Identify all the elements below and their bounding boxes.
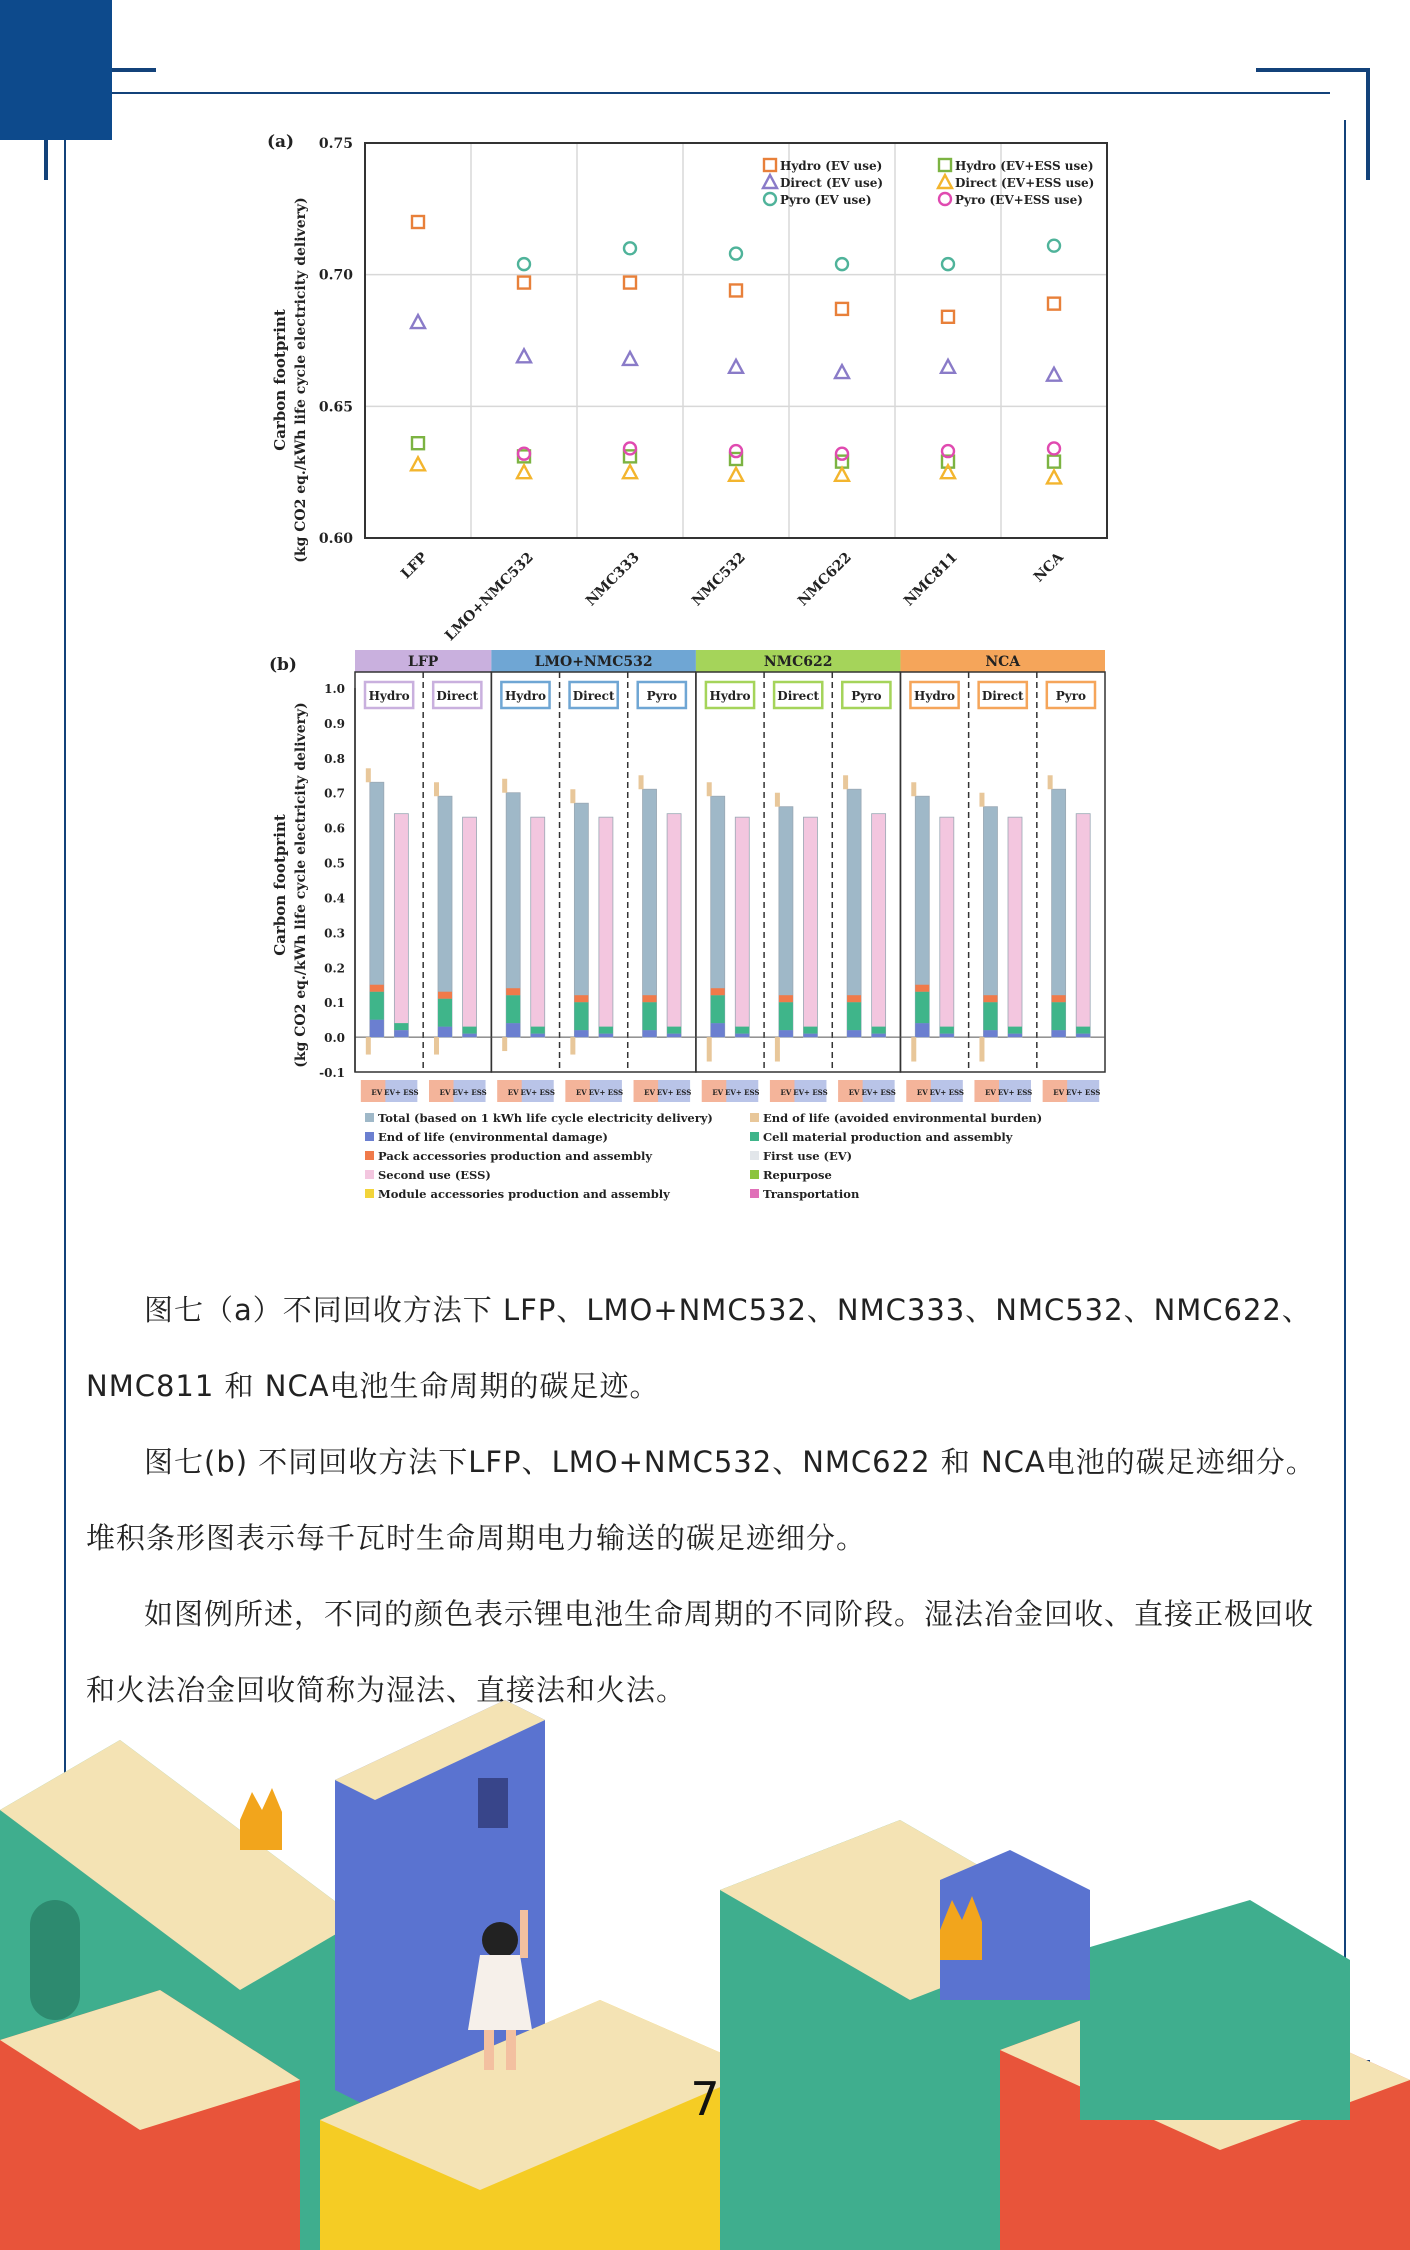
figure-b-bar-cap <box>502 779 507 793</box>
figure-b-use-label: EV <box>848 1088 860 1097</box>
figure-a-legend-marker <box>938 175 952 188</box>
figure-b-use-label: EV+ ESS <box>725 1088 760 1097</box>
figure-b-bar-segment <box>803 1034 817 1037</box>
figure-b-group-frame <box>900 672 1105 1072</box>
figure-a-point <box>729 468 743 481</box>
figure-caption <box>86 1272 1326 1728</box>
figure-b-use-label: EV+ ESS <box>520 1088 555 1097</box>
figure-b-use-label: EV+ ESS <box>656 1088 692 1097</box>
figure-a-ylabel-2: (kg CO2 eq./kWh life cycle electricity delivery) <box>293 197 309 563</box>
figure-b-bar-segment <box>370 992 384 1020</box>
figure-b-use-label: EV+ ESS <box>793 1088 828 1097</box>
figure-a-xtick-label: NCA <box>1030 549 1067 586</box>
figure-b-bar-segment <box>506 988 520 995</box>
figure-b-bar-segment <box>983 1002 997 1030</box>
figure-b-bar-segment <box>711 988 725 995</box>
figure-b-bar-segment <box>940 1027 954 1034</box>
figure-b-bar-total <box>463 817 477 1037</box>
figure-b-method-label: Hydro <box>914 689 956 703</box>
figure-a-point <box>1047 368 1061 381</box>
figure-b-bar-segment <box>1052 995 1066 1002</box>
figure-b-bar-segment <box>667 1034 681 1037</box>
figure-b-method-label: Pyro <box>851 689 882 703</box>
figure-b-bar-segment <box>735 1034 749 1037</box>
figure-a-xtick-label: NMC811 <box>900 549 961 610</box>
figure-a-legend-marker <box>764 159 776 171</box>
figure-b-bar-segment <box>983 995 997 1002</box>
figure-a-legend-marker <box>763 175 777 188</box>
figure-b-group-label: NCA <box>985 654 1021 670</box>
figure-a-legend-label: Hydro (EV+ESS use) <box>955 159 1094 173</box>
figure-b-bar-cap <box>775 793 780 807</box>
figure-b-bar-segment <box>1052 1030 1066 1037</box>
figure-a-point <box>836 448 848 460</box>
figure-b-ytick-label: -0.1 <box>319 1066 345 1080</box>
figure-b-bar-avoided <box>775 1037 780 1061</box>
figure-a-point <box>411 315 425 328</box>
figure-b-group-frame <box>491 672 696 1072</box>
figure-b-legend-swatch <box>365 1113 374 1122</box>
figure-a-ylabel-1: Carbon footprint <box>271 309 289 451</box>
figure-b-bar-segment <box>872 1034 886 1037</box>
figure-b-legend-swatch <box>365 1170 374 1179</box>
figure-b-bar-segment <box>847 1002 861 1030</box>
figure-b-bar-segment <box>370 1020 384 1037</box>
figure-b-bar-segment <box>394 1023 408 1030</box>
figure-b-bar-segment <box>394 1030 408 1037</box>
figure-b-bar-segment <box>599 1034 613 1037</box>
figure-b-bar-cap <box>639 775 644 789</box>
figure-a-xtick-label: LFP <box>398 549 431 583</box>
figure-a-point <box>730 445 742 457</box>
figure-b-use-label: EV+ ESS <box>1065 1088 1101 1097</box>
caption-paragraph-1: 图七（a）不同回收方法下 LFP、LMO+NMC532、NMC333、NMC532、NMC622、NMC811 和 NCA电池生命周期的碳足迹。 <box>86 1293 1312 1403</box>
figure-a-point <box>730 248 742 260</box>
figure-b-bar-segment <box>438 1027 452 1037</box>
figure-b-method-label: Hydro <box>368 689 410 703</box>
crown-left <box>240 1788 282 1850</box>
figure-b-bar-total <box>735 817 749 1037</box>
figure-b-method-label: Hydro <box>709 689 751 703</box>
figure-b-use-label: EV <box>439 1088 451 1097</box>
figure-b-bar-segment <box>1076 1034 1090 1037</box>
book-green-left-window <box>30 1900 80 2020</box>
figure-a-point <box>517 465 531 478</box>
figure-b-bar-segment <box>872 1027 886 1034</box>
figure-b-group-label: LFP <box>408 654 439 670</box>
figure-b-legend-label: Total (based on 1 kWh life cycle electricity delivery) <box>378 1111 713 1125</box>
figure-a-legend-marker <box>939 159 951 171</box>
figure-a-point <box>624 442 636 454</box>
figure-b-bar-total <box>1008 817 1022 1037</box>
figure-a-point <box>942 258 954 270</box>
figure-b-ytick-label: 0.7 <box>324 786 345 801</box>
book-blue-window <box>478 1778 508 1828</box>
figure-b-chart <box>255 650 1115 1201</box>
figure-a-ytick-label: 0.65 <box>318 399 353 416</box>
figure-a-point <box>836 258 848 270</box>
figure-a-point <box>729 360 743 373</box>
figure-b-bar-avoided <box>366 1037 371 1054</box>
figure-b-bar-total <box>394 814 408 1037</box>
figure-b-ytick-label: 1.0 <box>324 682 345 696</box>
figure-b-method-label: Direct <box>777 689 820 703</box>
figure-b-legend-label: First use (EV) <box>763 1149 853 1163</box>
figure-b-bar-segment <box>438 999 452 1027</box>
figure-a-point <box>1048 456 1060 468</box>
figure-a-point <box>623 352 637 365</box>
figure-a-point <box>623 465 637 478</box>
figure-b-bar-total <box>872 814 886 1037</box>
figure-a-panel-label: (a) <box>267 132 295 152</box>
figure-b-bar-cap <box>843 775 848 789</box>
figure-a-xtick-label: LMO+NMC532 <box>442 549 537 645</box>
figure-a-legend-marker <box>939 193 951 205</box>
figure-b-method-label: Pyro <box>1055 689 1087 703</box>
figure-b-bar-segment <box>779 995 793 1002</box>
figure-b-method-label: Pyro <box>646 689 677 703</box>
figure-b-legend-swatch <box>750 1113 759 1122</box>
book-green-far-right <box>1080 1900 1350 2120</box>
figure-a-point <box>941 360 955 373</box>
figure-b-bar-cap <box>707 782 712 796</box>
figure-b-use-label: EV <box>712 1088 724 1097</box>
figure-b-use-label: EV <box>985 1088 996 1097</box>
figure-b-bar-segment <box>711 995 725 1023</box>
figure-b-bar-segment <box>574 1030 588 1037</box>
figure-a-legend-label: Pyro (EV use) <box>780 193 872 207</box>
figure-b-bar-avoided <box>570 1037 575 1054</box>
figure-a-point <box>835 365 849 378</box>
figure-b-bar-segment <box>667 1027 681 1034</box>
figure-b-use-label: EV <box>916 1088 928 1097</box>
figure-b-bar-segment <box>915 985 929 992</box>
figure-b-use-label: EV+ ESS <box>997 1088 1033 1097</box>
figure-b-legend-label: Repurpose <box>763 1168 832 1182</box>
figure-b-bar-segment <box>370 985 384 992</box>
figure-b-bar-cap <box>366 768 371 782</box>
frame-top-line <box>112 92 1330 94</box>
figure-a-point <box>942 311 954 323</box>
figure-b-bar-segment <box>803 1027 817 1034</box>
figure-b-bar-total <box>599 817 613 1037</box>
figure-b-bar-segment <box>779 1030 793 1037</box>
figure-b-bar-segment <box>643 1030 657 1037</box>
figure-b-bar-segment <box>463 1027 477 1034</box>
figure-a-chart <box>255 125 1115 645</box>
figure-b-ytick-label: 0.8 <box>324 751 345 766</box>
figure-b-bar-avoided <box>707 1037 712 1061</box>
figure-b-use-label: EV+ ESS <box>588 1088 624 1097</box>
figure-b-bar-segment <box>643 995 657 1002</box>
figure-b-legend-swatch <box>365 1151 374 1160</box>
figure-b-bar-cap <box>979 793 984 807</box>
figure-b-bar-segment <box>735 1027 749 1034</box>
figure-a-point <box>1048 442 1060 454</box>
figure-b-bar-segment <box>599 1027 613 1034</box>
figure-a-point <box>624 242 636 254</box>
figure-b-group-frame <box>696 672 901 1072</box>
figure-b-bar-total <box>803 817 817 1037</box>
frame-left-short <box>44 140 48 180</box>
figure-a-legend-label: Direct (EV use) <box>780 176 884 190</box>
figure-a-legend-label: Direct (EV+ESS use) <box>955 176 1095 190</box>
figure-a-point <box>518 277 530 289</box>
figure-b-legend-swatch <box>750 1189 759 1198</box>
figure-a-point <box>412 437 424 449</box>
figure-b-bar-avoided <box>979 1037 984 1061</box>
figure-b-bar-segment <box>1052 1002 1066 1030</box>
figure-a-point <box>730 284 742 296</box>
figure-b-bar-segment <box>1008 1034 1022 1037</box>
figure-b-method-label: Direct <box>436 689 479 703</box>
figure-b-ylabel-1: Carbon footprint <box>271 814 289 956</box>
figure-b-bar-segment <box>438 992 452 999</box>
figure-b-bar-segment <box>531 1027 545 1034</box>
figure-b-use-label: EV <box>371 1088 383 1097</box>
page-number: 7 <box>690 2072 720 2126</box>
figure-a-xtick-label: NMC622 <box>794 549 855 610</box>
figure-b-use-label: EV+ ESS <box>929 1088 965 1097</box>
figure-a-xtick-label: NMC333 <box>582 549 643 610</box>
figure-a-legend-marker <box>764 193 776 205</box>
figure-b-bar-total <box>1076 814 1090 1037</box>
figure-b-bar-segment <box>531 1034 545 1037</box>
figure-b-bar-segment <box>643 1002 657 1030</box>
figure-b-legend-swatch <box>750 1132 759 1141</box>
figure-b-legend-swatch <box>365 1189 374 1198</box>
figure-b-bar-avoided <box>502 1037 507 1051</box>
figure-a-legend-label: Pyro (EV+ESS use) <box>955 193 1083 207</box>
figure-b-bar-segment <box>506 1023 520 1037</box>
figure-b-use-label: EV <box>507 1088 519 1097</box>
figure-b-bar-total <box>531 817 545 1037</box>
figure-b-bar-avoided <box>434 1037 439 1054</box>
figure-b-legend-label: Transportation <box>763 1187 860 1201</box>
figure-b-use-label: EV <box>644 1088 655 1097</box>
figure-a-point <box>411 457 425 470</box>
figure-b-bar-segment <box>847 995 861 1002</box>
figure-b-bar-segment <box>574 995 588 1002</box>
figure-b-legend-swatch <box>750 1151 759 1160</box>
figure-b-bar-avoided <box>911 1037 916 1061</box>
figure-b-bar-segment <box>940 1034 954 1037</box>
figure-a-xtick-label: NMC532 <box>688 549 749 610</box>
figure-b-group-label: LMO+NMC532 <box>534 654 653 670</box>
figure-b-bar-cap <box>1048 775 1053 789</box>
figure-b-ytick-label: 0.2 <box>324 961 345 976</box>
figure-b-method-label: Direct <box>981 689 1024 703</box>
figure-b-bar-segment <box>506 995 520 1023</box>
figure-b-ytick-label: 0.4 <box>324 891 345 906</box>
books-illustration <box>0 1700 1410 2250</box>
figure-a-ytick-label: 0.60 <box>318 531 353 547</box>
figure-b-use-label: EV+ ESS <box>861 1088 896 1097</box>
figure-b-legend-label: Module accessories production and assembly <box>378 1187 670 1201</box>
figure-b-ytick-label: 0.3 <box>324 926 345 941</box>
figure-b-bar-segment <box>779 1002 793 1030</box>
figure-b-bar-segment <box>915 1023 929 1037</box>
figure-b-legend-swatch <box>365 1132 374 1141</box>
figure-b-bar-cap <box>911 782 916 796</box>
figure-b-bar-segment <box>983 1030 997 1037</box>
figure-b-legend-label: Cell material production and assembly <box>763 1130 1013 1144</box>
figure-b-method-label: Direct <box>572 689 615 703</box>
figure-a-point <box>835 468 849 481</box>
figure-a-point <box>518 258 530 270</box>
figure-b-bar-segment <box>1008 1027 1022 1034</box>
figure-b-bar-segment <box>711 1023 725 1037</box>
figure-b-legend-label: Pack accessories production and assembly <box>378 1149 653 1163</box>
figure-a-point <box>1047 470 1061 483</box>
figure-b-legend-label: End of life (environmental damage) <box>378 1130 608 1144</box>
figure-b-legend-label: Second use (ESS) <box>378 1168 491 1182</box>
figure-b-ytick-label: 0.5 <box>324 856 345 871</box>
frame-top-left-line <box>112 68 156 72</box>
figure-a-point <box>624 277 636 289</box>
figure-b-ylabel-2: (kg CO2 eq./kWh life cycle electricity delivery) <box>293 702 309 1068</box>
figure-a-point <box>1048 298 1060 310</box>
figure-b-legend-swatch <box>750 1170 759 1179</box>
frame-top-right-line <box>1256 68 1370 72</box>
figure-a-point <box>517 349 531 362</box>
figure-b-use-label: EV <box>780 1088 792 1097</box>
figure-b-bar-total <box>940 817 954 1037</box>
figure-b-bar-segment <box>915 992 929 1023</box>
figure-b-ytick-label: 0.1 <box>324 996 345 1011</box>
figure-a-point <box>1048 240 1060 252</box>
figure-a-ytick-label: 0.70 <box>318 267 353 284</box>
figure-b-bar-segment <box>463 1034 477 1037</box>
figure-b-bar-cap <box>570 789 575 803</box>
figure-b-bar-segment <box>1076 1027 1090 1034</box>
figure-b-legend-label: End of life (avoided environmental burden) <box>763 1111 1043 1125</box>
figure-b-use-label: EV <box>575 1088 587 1097</box>
figure-a-legend-label: Hydro (EV use) <box>780 159 883 173</box>
figure-b-bar-cap <box>434 782 439 796</box>
figure-a-ytick-label: 0.75 <box>318 136 353 152</box>
figure-b-panel-label: (b) <box>269 655 297 675</box>
figure-a-point <box>412 216 424 228</box>
figure-b-bar-total <box>667 814 681 1037</box>
figure-b-use-label: EV <box>1053 1088 1065 1097</box>
figure-b-bar-segment <box>847 1030 861 1037</box>
caption-paragraph-3: 如图例所述，不同的颜色表示锂电池生命周期的不同阶段。湿法冶金回收、直接正极回收和火法冶金回收简称为湿法、直接法和火法。 <box>86 1597 1315 1707</box>
figure-b-ytick-label: 0.9 <box>324 716 345 731</box>
figure-a-point <box>836 303 848 315</box>
figure-b-method-label: Hydro <box>504 689 546 703</box>
figure-b-use-label: EV+ ESS <box>384 1088 419 1097</box>
figure-b-bar-segment <box>574 1002 588 1030</box>
frame-right-line <box>1366 68 1370 180</box>
figure-b-ytick-label: 0.0 <box>324 1031 345 1046</box>
corner-badge <box>0 0 112 140</box>
figure-b-ytick-label: 0.6 <box>324 821 345 836</box>
figure-b-group-label: NMC622 <box>763 654 833 670</box>
caption-paragraph-2: 图七(b) 不同回收方法下LFP、LMO+NMC532、NMC622 和 NCA电池的碳足迹细分。堆积条形图表示每千瓦时生命周期电力输送的碳足迹细分。 <box>86 1445 1316 1555</box>
figure-b-use-label: EV+ ESS <box>452 1088 487 1097</box>
